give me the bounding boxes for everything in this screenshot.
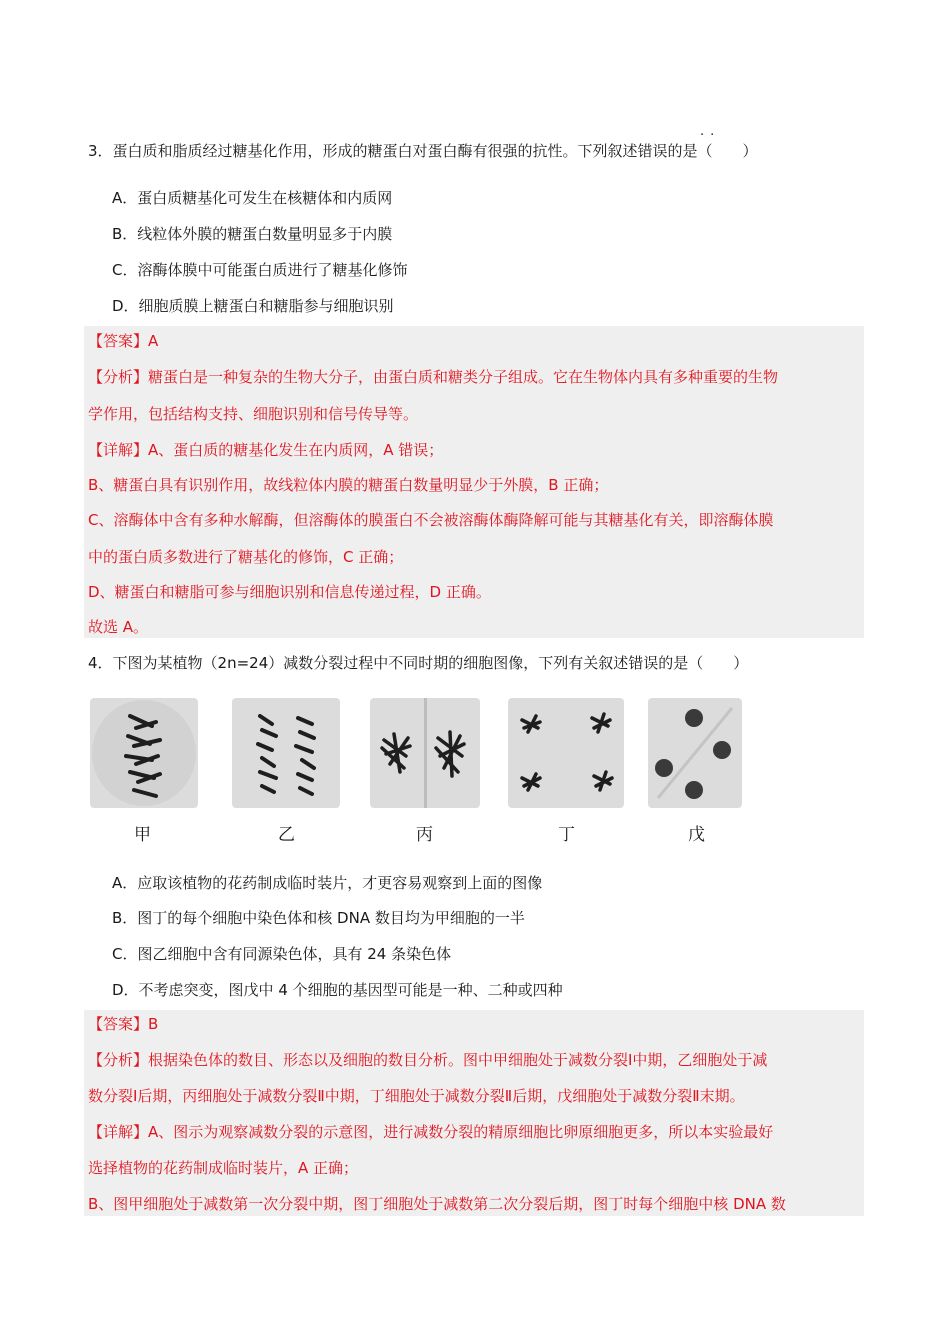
metaphase-i-chromosomes: [90, 698, 198, 808]
anaphase-ii-chromosomes: [508, 698, 624, 808]
figure-label-wu: 戊: [688, 825, 705, 845]
telophase-ii-nuclei: [648, 698, 742, 808]
q3-detail-line-3: C、溶酶体中含有多种水解酶，但溶酶体的膜蛋白不会被溶酶体酶降解可能与其糖基化有关，即溶酶体膜: [88, 511, 774, 529]
cell-image-jia: [90, 698, 198, 808]
q3-answer: 【答案】A: [88, 332, 159, 350]
q4-analysis-line-1: 【分析】根据染色体的数目、形态以及细胞的数目分析。图中甲细胞处于减数分裂Ⅰ中期，乙细胞处于减: [88, 1051, 768, 1069]
q3-option-d: D．细胞质膜上糖蛋白和糖脂参与细胞识别: [112, 297, 394, 315]
q4-answer: 【答案】B: [88, 1015, 159, 1033]
q3-detail-line-4: 中的蛋白质多数进行了糖基化的修饰，C 正确；: [88, 548, 404, 566]
q4-option-a: A．应取该植物的花药制成临时装片，才更容易观察到上面的图像: [112, 874, 543, 892]
figure-label-yi: 乙: [278, 825, 295, 845]
q4-option-d: D．不考虑突变，图戊中 4 个细胞的基因型可能是一种、二种或四种: [112, 981, 563, 999]
q4-detail-line-2: 选择植物的花药制成临时装片，A 正确；: [88, 1159, 359, 1177]
q3-analysis-line-2: 学作用，包括结构支持、细胞识别和信号传导等。: [88, 405, 419, 423]
figure-label-bing: 丙: [416, 825, 433, 845]
cell-image-yi: [232, 698, 340, 808]
cell-image-wu: [648, 698, 742, 808]
question-4-stem: 4．下图为某植物（2n=24）减数分裂过程中不同时期的细胞图像，下列有关叙述错误的是（ ）: [88, 654, 749, 672]
q3-detail-line-1: 【详解】A、蛋白质的糖基化发生在内质网，A 错误；: [88, 441, 444, 459]
cell-image-bing: [370, 698, 480, 808]
q3-detail-line-5: D、糖蛋白和糖脂可参与细胞识别和信息传递过程，D 正确。: [88, 583, 491, 601]
figure-label-ding: 丁: [558, 825, 575, 845]
q3-detail-line-2: B、糖蛋白具有识别作用，故线粒体内膜的糖蛋白数量明显少于外膜，B 正确；: [88, 476, 609, 494]
anaphase-i-chromosomes: [232, 698, 340, 808]
figure-label-jia: 甲: [134, 825, 151, 845]
q3-option-a: A．蛋白质糖基化可发生在核糖体和内质网: [112, 189, 393, 207]
q4-detail-line-1: 【详解】A、图示为观察减数分裂的示意图，进行减数分裂的精原细胞比卵原细胞更多，所以本实验最好: [88, 1123, 774, 1141]
metaphase-ii-chromosomes: [370, 698, 480, 808]
cell-image-ding: [508, 698, 624, 808]
q4-solution-block: [84, 1010, 864, 1216]
meiosis-figure: [88, 698, 748, 848]
q3-option-c: C．溶酶体膜中可能蛋白质进行了糖基化修饰: [112, 261, 408, 279]
q3-option-b: B．线粒体外膜的糖蛋白数量明显多于内膜: [112, 225, 393, 243]
q4-analysis-line-2: 数分裂Ⅰ后期，丙细胞处于减数分裂Ⅱ中期，丁细胞处于减数分裂Ⅱ后期，戊细胞处于减数分裂Ⅱ末期。: [88, 1087, 745, 1105]
q3-analysis-line-1: 【分析】糖蛋白是一种复杂的生物大分子，由蛋白质和糖类分子组成。它在生物体内具有多种重要的生物: [88, 368, 779, 386]
emphasis-dots: ··: [700, 128, 721, 143]
q4-option-c: C．图乙细胞中含有同源染色体，具有 24 条染色体: [112, 945, 452, 963]
q3-conclusion: 故选 A。: [88, 618, 149, 636]
q4-detail-line-3: B、图甲细胞处于减数第一次分裂中期，图丁细胞处于减数第二次分裂后期，图丁时每个细胞中核 DNA 数: [88, 1195, 786, 1213]
q4-option-b: B．图丁的每个细胞中染色体和核 DNA 数目均为甲细胞的一半: [112, 909, 525, 927]
question-3-stem: 3．蛋白质和脂质经过糖基化作用，形成的糖蛋白对蛋白酶有很强的抗性。下列叙述错误的是（ ）: [88, 142, 758, 160]
